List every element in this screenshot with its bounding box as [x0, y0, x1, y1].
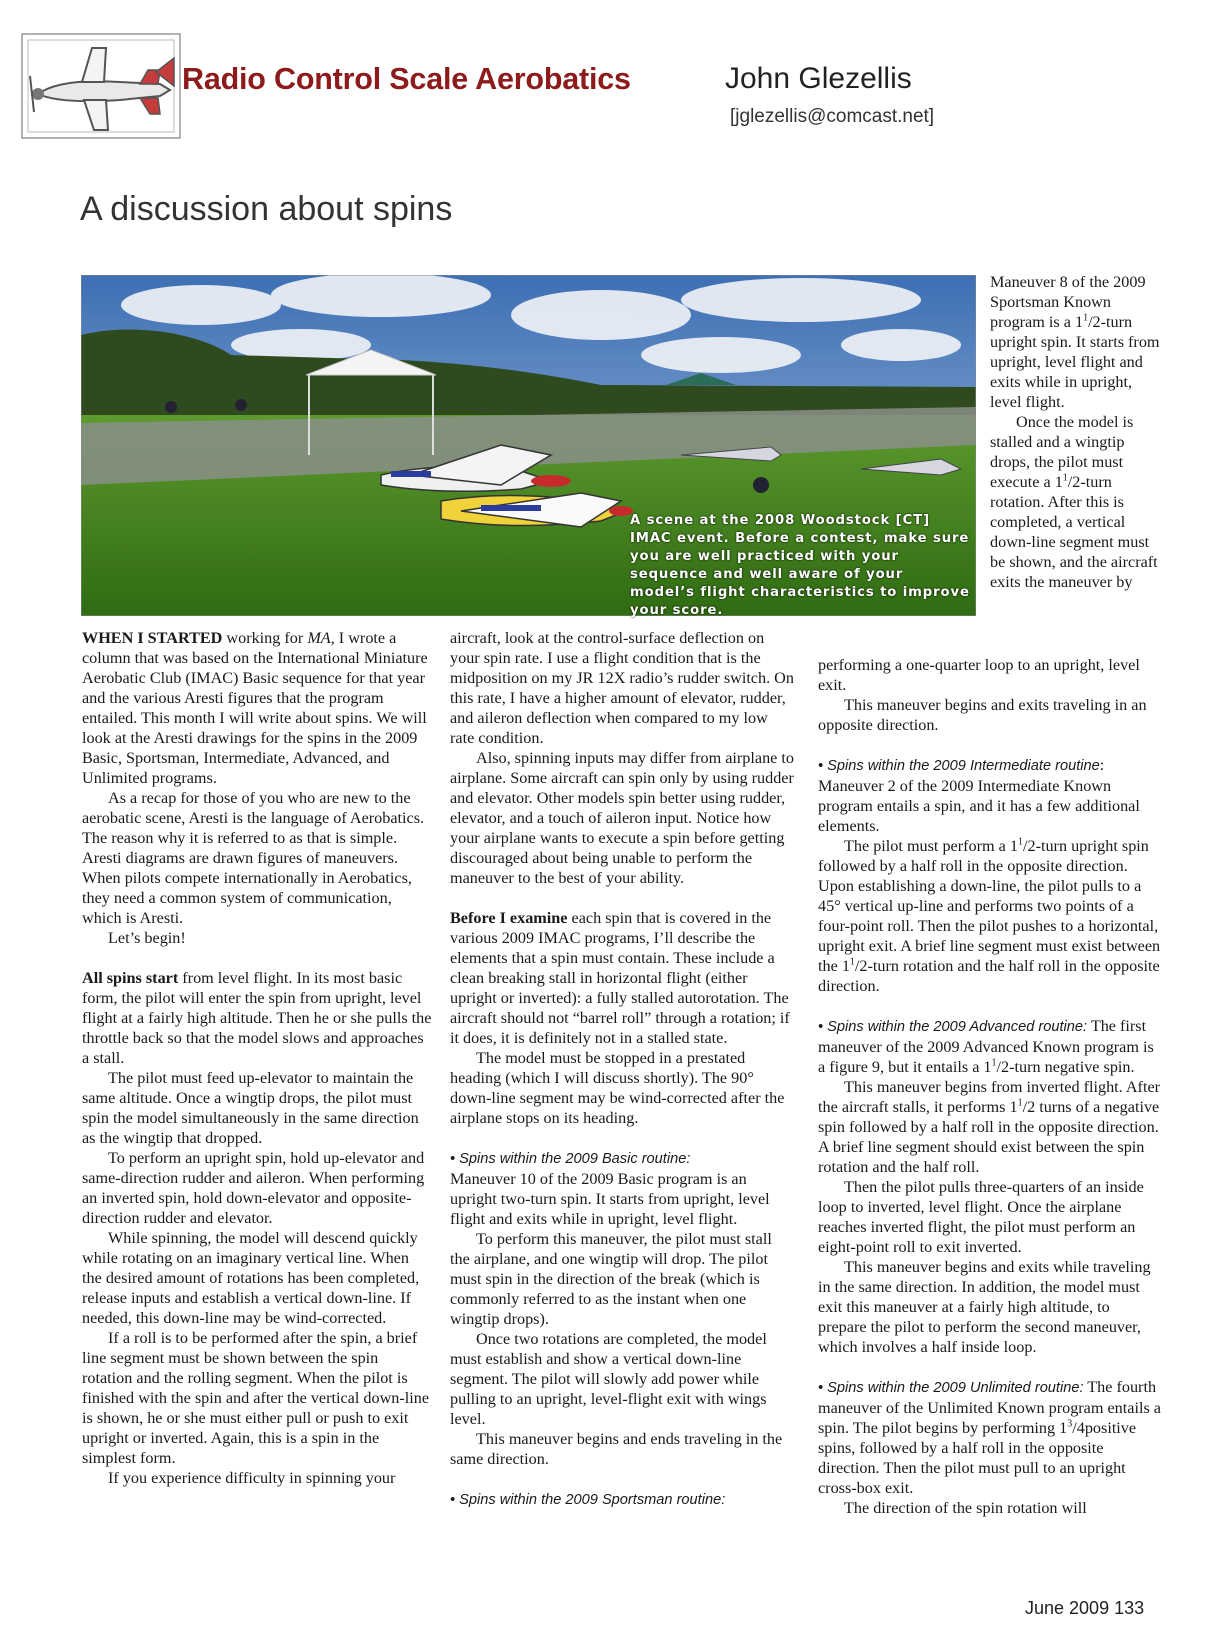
paragraph: • Spins within the 2009 Advanced routine: The first maneuver of the 2009 Advanced Known program is a figure 9, but it entails a $1^1/2$-turn negative spin. [818, 1017, 1154, 1076]
body-column-1 [82, 628, 432, 1488]
paragraph: WHEN I STARTED working for MA, I wrote a column that was based on the International Miniature Aerobatic Club (IMAC) Basic sequence for that year and the various Aresti figures that the program entailed. This month I will write about spins. We will look at the Aresti drawings for the spins in the 2009 Basic, Sportsman, Intermediate, Advanced, and Unlimited programs. [82, 629, 428, 787]
paragraph: This maneuver begins and exits while traveling in the same direction. In addition, the model must exit this maneuver at a fairly high altitude, to prepare the pilot to perform the second maneuver, which involves a half inside loop. [818, 1258, 1151, 1356]
paragraph: Maneuver 8 of the 2009 Sportsman Known program is a $1^1/2$-turn upright spin. It starts from upright, level flight and exits while in upright, level flight. [990, 273, 1160, 411]
paragraph: • Spins within the 2009 Intermediate routine: Maneuver 2 of the 2009 Intermediate Known program entails a spin, and it has a few additional elements. [818, 756, 1140, 835]
paragraph: aircraft, look at the control-surface deflection on your spin rate. I use a flight condition that is the midposition on my JR 12X radio’s rudder switch. On this rate, I have a higher amount of elevator, rudder, and aileron deflection when compared to my low rate condition. [450, 629, 794, 747]
section-heading: • Spins within the 2009 Advanced routine: [818, 1019, 1088, 1035]
paragraph: performing a one-quarter loop to an upright, level exit. [818, 656, 1140, 694]
paragraph: This maneuver begins and ends traveling in the same direction. [450, 1430, 783, 1468]
article-headline: A discussion about spins [80, 190, 453, 228]
paragraph: • Spins within the 2009 Basic routine: Maneuver 10 of the 2009 Basic program is an upright two-turn spin. It starts from upright, level flight and exits while in upright, level flight. [450, 1151, 770, 1228]
body-column-3 [818, 655, 1162, 1518]
author-email: [jglezellis@comcast.net] [730, 106, 935, 127]
paragraph [450, 1489, 795, 1510]
section-heading: • Spins within the 2009 Intermediate routine [818, 758, 1100, 774]
paragraph: Then the pilot pulls three-quarters of an inside loop to inverted, level flight. Once the airplane reaches inverted flight, the pilot must perform an eight-point roll to exit inverted. [818, 1178, 1144, 1256]
paragraph: Before I examine each spin that is covered in the various 2009 IMAC programs, I’ll describe the elements that a spin must contain. These include a clean breaking stall in horizontal flight (either upright or inverted): a fully stalled autorotation. The aircraft should not “barrel roll” through a rotation; if it does, it is definitely not in a stalled state. [450, 909, 790, 1047]
paragraph: Let’s begin! [108, 929, 186, 947]
paragraph: The pilot must feed up-elevator to maintain the same altitude. Once a wingtip drops, the pilot must spin the model simultaneously in the same direction as the wingtip that dropped. [82, 1069, 419, 1147]
sidebar-column [990, 272, 1160, 592]
paragraph: If you experience difficulty in spinning your [108, 1469, 396, 1487]
section-heading: • Spins within the 2009 Sportsman routine: [450, 1492, 726, 1508]
paragraph: This maneuver begins from inverted flight. After the aircraft stalls, it performs $1^1/2$ turns of a negative spin followed by a half roll in the opposite direction. A brief line segment should exist between the spin rotation and the half roll. [818, 1078, 1161, 1176]
paragraph: As a recap for those of you who are new to the aerobatic scene, Aresti is the language of Aerobatics. The reason why it is referred to as that is simple. Aresti diagrams are drawn figures of maneuvers. When pilots compete internationally in Aerobatics, they need a common system of communication, which is Aresti. [82, 789, 425, 927]
author-name: John Glezellis [725, 62, 912, 95]
section-heading: • Spins within the 2009 Unlimited routine: [818, 1380, 1084, 1396]
paragraph: To perform an upright spin, hold up-elevator and same-direction rudder and aileron. When performing an inverted spin, hold down-elevator and opposite-direction rudder and elevator. [82, 1149, 425, 1227]
paragraph: This maneuver begins and exits traveling in an opposite direction. [818, 696, 1147, 734]
page-footer-folio: June 2009 133 [1025, 1598, 1145, 1618]
paragraph: All spins start from level flight. In its most basic form, the pilot will enter the spin from upright, level flight at a fairly high altitude. Then he or she pulls the throttle back so that the model slows and approaches a stall. [82, 969, 432, 1067]
body-column-2 [450, 628, 795, 1510]
paragraph: The pilot must perform a $1^1/2$-turn upright spin followed by a half roll in the opposite direction. Upon establishing a down-line, the pilot pulls to a 45° vertical up-line and performs two points of a four-point roll. Then the pilot pushes to a horizontal, upright exit. A brief line segment must exist between the $1^1/2$-turn rotation and the half roll in the opposite direction. [818, 836, 1161, 995]
paragraph: The model must be stopped in a prestated heading (which I will discuss shortly). The 90° down-line segment may be wind-corrected after the airplane stops on its heading. [450, 1049, 785, 1127]
photo-caption: A scene at the 2008 Woodstock [CT] IMAC event. Before a contest, make sure you are well practiced with your sequence and well aware of your model’s flight characteristics to improve your score. [630, 513, 970, 618]
paragraph: To perform this maneuver, the pilot must stall the airplane, and one wingtip will drop. The pilot must spin in the direction of the break (which is commonly referred to as the instant when one wingtip drops). [450, 1230, 772, 1328]
section-heading: • Spins within the 2009 Basic routine: [450, 1151, 691, 1167]
paragraph: While spinning, the model will descend quickly while rotating on an imaginary vertical line. When the desired amount of rotations has been completed, release inputs and establish a vertical down-line. If needed, this down-line may be wind-corrected. [82, 1229, 420, 1327]
column-logo-airplane [20, 32, 182, 140]
paragraph: The direction of the spin rotation will [844, 1499, 1087, 1517]
paragraph: If a roll is to be performed after the spin, a brief line segment must be shown between the spin rotation and the rolling segment. When the pilot is finished with the spin and after the vertical down-line is shown, he or she must either pull or push to exit upright or inverted. Again, this is a spin in the simplest form. [82, 1329, 430, 1467]
paragraph: Once two rotations are completed, the model must establish and show a vertical down-line segment. The pilot will slowly add power while pulling to an upright, level-flight exit with wings level. [450, 1330, 767, 1428]
paragraph: Once the model is stalled and a wingtip drops, the pilot must execute a $1^1/2$-turn rotation. After this is completed, a vertical down-line segment must be shown, and the aircraft exits the maneuver by [990, 413, 1158, 591]
paragraph: • Spins within the 2009 Unlimited routine: The fourth maneuver of the Unlimited Known program entails a spin. The pilot begins by performing $1^3/4positive$ spins, followed by a half roll in the opposite direction. Then the pilot must pull to an upright cross-box exit. [818, 1378, 1161, 1497]
paragraph: Also, spinning inputs may differ from airplane to airplane. Some aircraft can spin only by using rudder and elevator. Other models spin better using rudder, elevator, and a touch of aileron input. Notice how your airplane wants to execute a spin before getting discouraged about being unable to perform the maneuver to the best of your ability. [450, 749, 795, 887]
column-title: Radio Control Scale Aerobatics [182, 62, 631, 96]
